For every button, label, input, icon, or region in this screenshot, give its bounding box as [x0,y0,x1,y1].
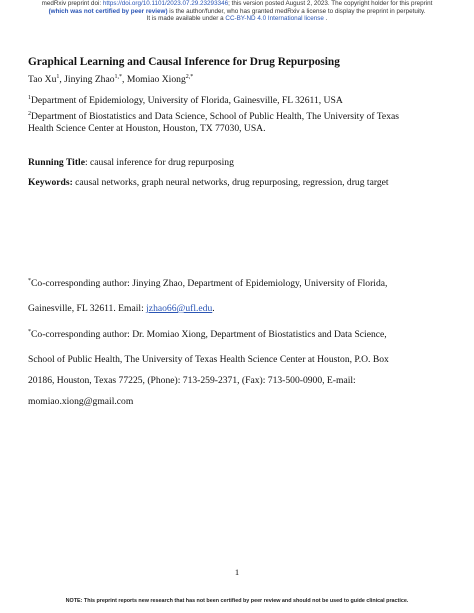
keywords [28,177,389,188]
banner-text: . [323,15,328,23]
preprint-banner [0,0,474,23]
keywords-text: causal networks, graph neural networks, drug repurposing, regression, drug target [72,177,389,188]
corr-author-2-line-1 [28,329,387,340]
affiliation-2 [28,111,399,122]
corr-author-2-line-4: momiao.xiong@gmail.com [28,396,134,407]
banner-text: is the author/funder, who has granted medRxiv a license to display the preprint in perpetuity. [167,7,426,15]
corr-author-1-line-1 [28,278,387,289]
corr-author-2-line-2: School of Public Health, The University of Texas Health Science Center at Houston, P.O. Box [28,354,389,365]
license-link[interactable]: CC-BY-ND 4.0 International license [225,15,324,23]
affil-text: Department of Epidemiology, University of Florida, Gainesville, FL 32611, USA [31,95,343,106]
affiliation-2-cont: Health Science Center at Houston, Houston, TX 77030, USA. [28,123,266,134]
author-affil-sup: 1 [56,73,60,80]
corr-text: Gainesville, FL 32611. Email: [28,303,147,314]
banner-line-1 [0,0,474,8]
author-name: , Jinying Zhao [59,74,115,85]
paper-title: Graphical Learning and Causal Inference for Drug Repurposing [28,56,340,68]
running-title-text: : causal inference for drug repurposing [84,157,234,168]
corr-text: . [212,303,215,314]
page-number: 1 [234,567,240,577]
affil-sup: 2 [28,110,31,117]
author-name: Tao Xu [28,74,57,85]
author-affil-sup: 2,* [185,73,194,80]
banner-line-3 [0,15,474,23]
affil-text: Department of Biostatistics and Data Science, School of Public Health, The University of Texas [31,111,399,122]
peer-review-notice: (which was not certified by peer review) [48,7,168,15]
author-name: , Momiao Xiong [122,74,186,85]
affil-sup: 1 [28,94,31,101]
banner-text: ; this version posted August 2, 2023. The copyright holder for this preprint [228,0,433,7]
running-title [28,157,234,168]
banner-text: It is made available under a [146,15,226,23]
author-affil-sup: 1,* [114,73,123,80]
banner-text: medRxiv preprint doi: [41,0,103,7]
banner-line-2 [0,8,474,16]
corr-text: Co-corresponding author: Dr. Momiao Xiong, Department of Biostatistics and Data Science, [31,329,387,340]
footer-notice: NOTE: This preprint reports new research that has not been certified by peer review and should not be used to guide clinical practice. [65,598,409,604]
running-title-label: Running Title [28,157,85,168]
keywords-label: Keywords: [28,177,73,188]
affiliation-1 [28,95,343,106]
doi-link[interactable]: https://doi.org/10.1101/2023.07.29.23293346 [102,0,229,7]
author-list [28,74,193,85]
corr-author-2-line-3: 20186, Houston, Texas 77225, (Phone): 713-259-2371, (Fax): 713-500-0900, E-mail: [28,375,356,386]
email-link[interactable]: jzhao66@ufl.edu [146,303,213,314]
corr-author-1-line-2 [28,303,215,314]
corr-sup: * [28,277,31,284]
corr-text: Co-corresponding author: Jinying Zhao, Department of Epidemiology, University of Florida, [31,278,388,289]
corr-sup: * [28,328,31,335]
